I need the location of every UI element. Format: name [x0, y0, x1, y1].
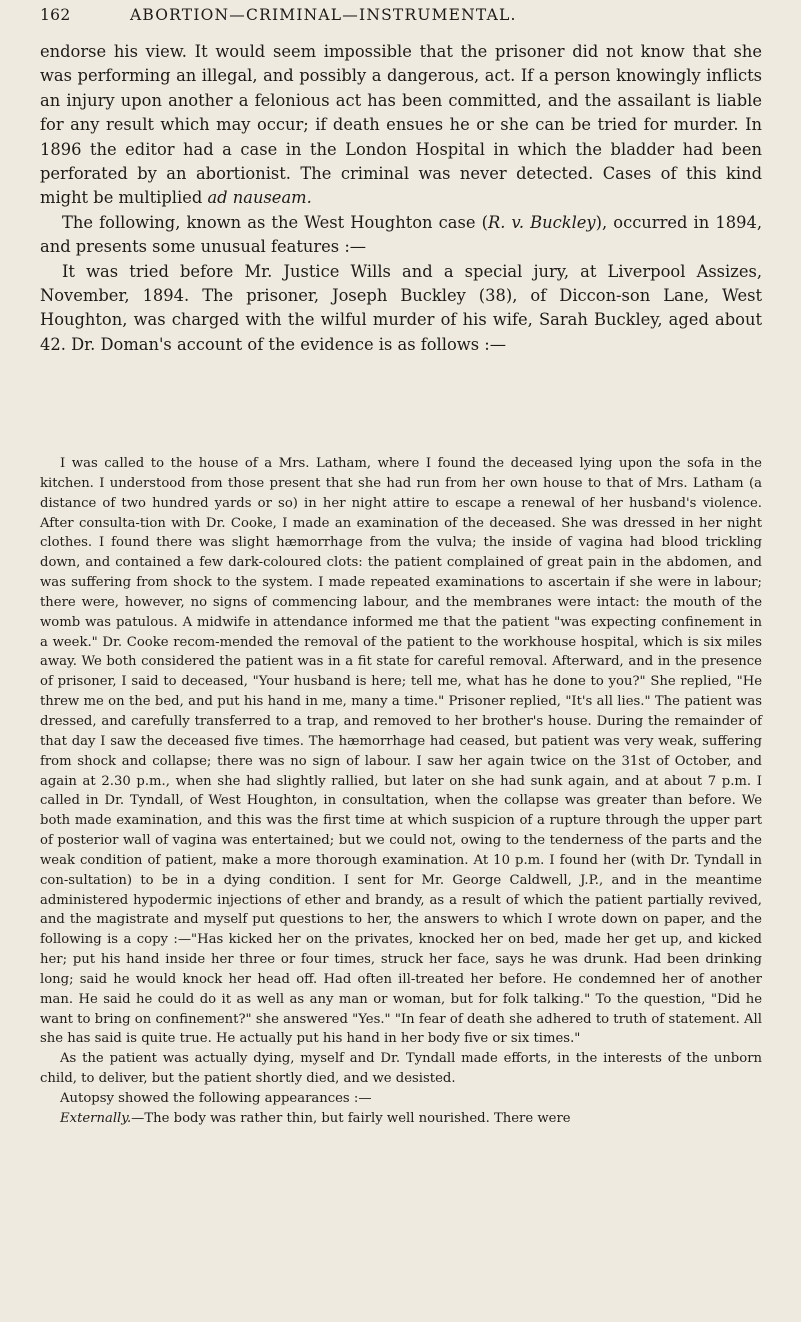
external-heading: Externally.	[60, 1110, 132, 1126]
main-text	[40, 40, 762, 357]
quote-paragraph-account: I was called to the house of a Mrs. Latham, where I found the deceased lying upon the sofa in the kitchen. I understood from those present that she had run from her own house to that of Mrs. Latham (a distance of two hundred yards or so) in her night attire to escape a renewal of her husband's violence. After consulta-tion with Dr. Cooke, I made an examination of the deceased. She was dressed in her night clothes. I found there was slight hæmorrhage from the vulva; the inside of vagina had blood trickling down, and contained a few dark-coloured clots: the patient complained of great pain in the abdomen, and was suffering from shock to the system. I made repeated examinations to ascertain if she were in labour; there were, however, no signs of commencing labour, and the membranes were intact: the mouth of the womb was patulous. A midwife in attendance informed me that the patient "was expecting confinement in a week." Dr. Cooke recom-mended the removal of the patient to the workhouse hospital, which is six miles away. We both considered the patient was in a fit state for careful removal. Afterward, and in the presence of prisoner, I said to deceased, "Your husband is here; tell me, what has he done to you?" She replied, "He threw me on the bed, and put his hand in me, many a time." Prisoner replied, "It's all lies." The patient was dressed, and carefully transferred to a trap, and removed to her brother's house. During the remainder of that day I saw the deceased five times. The hæmorrhage had ceased, but patient was very weak, suffering from shock and collapse; there was no sign of labour. I saw her again twice on the 31st of October, and again at 2.30 p.m., when she had slightly rallied, but later on she had sunk again, and at about 7 p.m. I called in Dr. Tyndall, of West Houghton, in consultation, when the collapse was greater than before. We both made examination, and this was the first time at which suspicion of a rupture through the upper part of posterior wall of vagina was entertained; but we could not, owing to the tenderness of the parts and the weak condition of patient, make a more thorough examination. At 10 p.m. I found her (with Dr. Tyndall in con-sultation) to be in a dying condition. I sent for Mr. George Caldwell, J.P., and in the meantime administered hypodermic injections of ether and brandy, as a result of which the patient partially revived, and the magistrate and myself put questions to her, the answers to which I wrote down on paper, and the following is a copy :—"Has kicked her on the privates, knocked her on bed, made her get up, and kicked her; put his hand inside her three or four times, struck her face, says he was drunk. Had been drinking long; said he would knock her head off. Had often ill-treated her before. He condemned her of another man. He said he could do it as well as any man or woman, but for folk talking." To the question, "Did he want to bring on confinement?" she answered "Yes." "In fear of death she adhered to truth of statement. All she has said is quite true. He actually put his hand in her body five or six times."	[40, 456, 762, 1047]
page-number: 162	[40, 6, 71, 24]
paragraph-trial: It was tried before Mr. Justice Wills and a special jury, at Liverpool Assizes, November, 1894. The prisoner, Joseph Buckley (38), of Diccon-son Lane, West Houghton, was charged with the wilful murder of his wife, Sarah Buckley, aged about 42. Dr. Doman's account of the evidence is as follows :—	[40, 261, 762, 354]
case-intro-tail: ), occurred in 1894, and presents some unusual features :—	[40, 212, 762, 257]
external-text: —The body was rather thin, but fairly well nourished. There were	[131, 1110, 571, 1126]
evidence-quotation	[40, 454, 762, 1129]
quote-paragraph-death: As the patient was actually dying, myself and Dr. Tyndall made efforts, in the interests of the unborn child, to deliver, but the patient shortly died, and we desisted.	[40, 1051, 762, 1087]
paragraph-case-intro	[40, 211, 762, 260]
quote-paragraph-autopsy: Autopsy showed the following appearances :—	[60, 1091, 372, 1106]
running-header	[40, 6, 760, 28]
intro-text: endorse his view. It would seem impossible that the prisoner did not know that she was performing an illegal, and possibly a dangerous, act. If a person knowingly inflicts an injury upon another a felonious act has been committed, and the assailant is liable for any result which may occur; if death ensues he or she can be tried for murder. In 1896 the editor had a case in the London Hospital in which the bladder had been perforated by an abortionist. The criminal was never detected. Cases of this kind might be multiplied	[40, 42, 762, 208]
case-intro-text: The following, known as the West Houghton case (	[62, 212, 488, 232]
paragraph-intro	[40, 40, 762, 211]
quote-paragraph-external	[40, 1109, 762, 1129]
running-title: ABORTION—CRIMINAL—INSTRUMENTAL.	[130, 6, 517, 24]
case-citation: R. v. Buckley	[487, 212, 596, 232]
latin-phrase: ad nauseam.	[207, 188, 312, 208]
